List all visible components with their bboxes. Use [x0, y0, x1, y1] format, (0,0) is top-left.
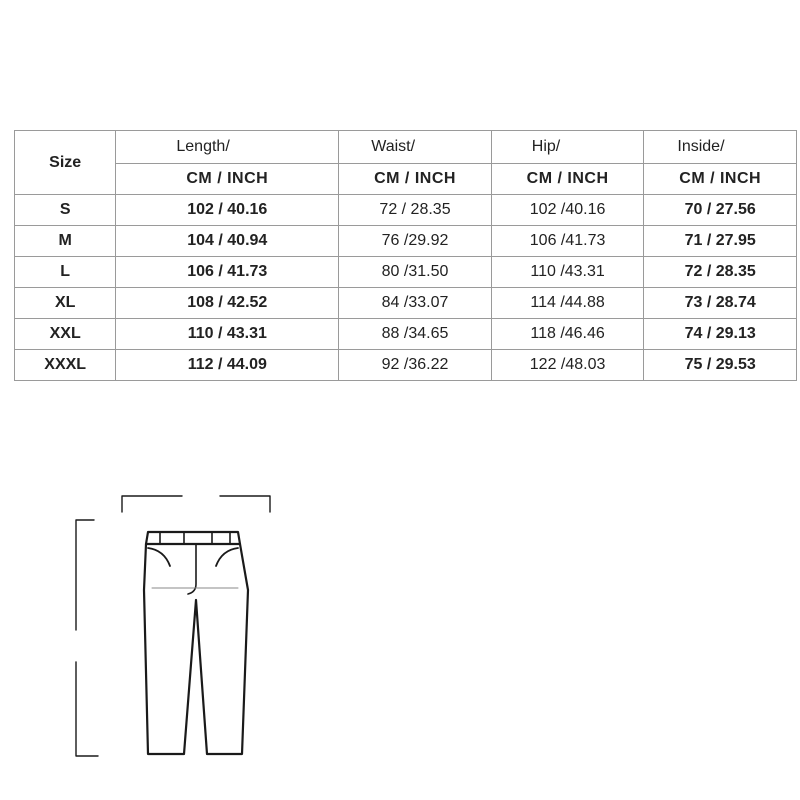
size-chart-table — [14, 130, 797, 381]
size-cell: XL — [15, 288, 116, 319]
size-cell: M — [15, 226, 116, 257]
size-cell: XXL — [15, 319, 116, 350]
right-pocket — [216, 548, 238, 566]
inside-cell: 70 / 27.56 — [644, 195, 797, 226]
table-row — [15, 226, 797, 257]
length-bracket-top — [76, 520, 94, 630]
hip-unit: CM / INCH — [491, 164, 644, 195]
size-header: Size — [15, 131, 116, 195]
size-cell: L — [15, 257, 116, 288]
size-cell: XXXL — [15, 350, 116, 381]
table-row — [15, 288, 797, 319]
left-pocket — [148, 548, 170, 566]
hip-cell: 122 /48.03 — [491, 350, 644, 381]
waist-bracket-right — [220, 496, 270, 512]
length-header: Length/ — [116, 131, 339, 164]
inside-cell: 75 / 29.53 — [644, 350, 797, 381]
waist-unit: CM / INCH — [339, 164, 492, 195]
hip-cell: 106 /41.73 — [491, 226, 644, 257]
inside-cell: 74 / 29.13 — [644, 319, 797, 350]
length-bracket-bottom — [76, 662, 98, 756]
table-header-row — [15, 131, 797, 164]
waist-header: Waist/ — [339, 131, 492, 164]
hip-header: Hip/ — [491, 131, 644, 164]
unit-header-row — [15, 164, 797, 195]
length-cell: 110 / 43.31 — [116, 319, 339, 350]
length-cell: 102 / 40.16 — [116, 195, 339, 226]
hip-cell: 114 /44.88 — [491, 288, 644, 319]
hip-cell: 110 /43.31 — [491, 257, 644, 288]
table-row — [15, 350, 797, 381]
waist-cell: 88 /34.65 — [339, 319, 492, 350]
waist-cell: 72 / 28.35 — [339, 195, 492, 226]
hip-cell: 118 /46.46 — [491, 319, 644, 350]
inside-cell: 71 / 27.95 — [644, 226, 797, 257]
fly-line — [188, 544, 196, 594]
belt-loops — [160, 532, 230, 544]
pants-diagram-svg — [60, 490, 290, 770]
waist-cell: 84 /33.07 — [339, 288, 492, 319]
length-cell: 106 / 41.73 — [116, 257, 339, 288]
waist-cell: 80 /31.50 — [339, 257, 492, 288]
inside-cell: 73 / 28.74 — [644, 288, 797, 319]
waist-bracket-left — [122, 496, 182, 512]
length-cell: 112 / 44.09 — [116, 350, 339, 381]
table-row — [15, 195, 797, 226]
hip-cell: 102 /40.16 — [491, 195, 644, 226]
length-cell: 108 / 42.52 — [116, 288, 339, 319]
length-unit: CM / INCH — [116, 164, 339, 195]
waist-cell: 76 /29.92 — [339, 226, 492, 257]
table-row — [15, 319, 797, 350]
inside-header: Inside/ — [644, 131, 797, 164]
waist-cell: 92 /36.22 — [339, 350, 492, 381]
inside-unit: CM / INCH — [644, 164, 797, 195]
inside-cell: 72 / 28.35 — [644, 257, 797, 288]
length-cell: 104 / 40.94 — [116, 226, 339, 257]
size-cell: S — [15, 195, 116, 226]
table-row — [15, 257, 797, 288]
pants-measurement-icon — [60, 490, 290, 770]
